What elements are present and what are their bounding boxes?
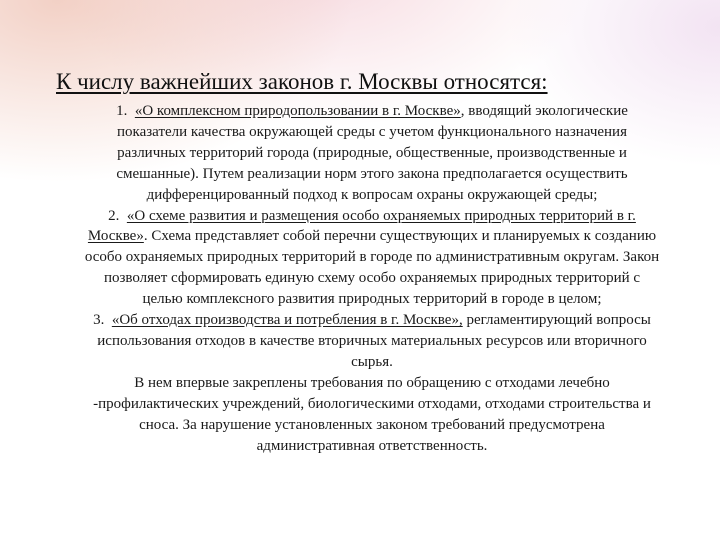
item-3-number: 3.: [93, 312, 105, 329]
item-3: [93, 312, 651, 370]
item-2-text: . Схема представляет собой перечни существующих и планируемых к созданию особо охраняемых природных территорий в городе по административным округам. Закон позволяет сформировать единую схему особо охраняемых природных территорий с целью комплексного развития природных территорий в городе в целом;: [84, 228, 660, 308]
item-1-law-title: «О комплексном природопользовании в г. Москве»: [134, 103, 461, 119]
item-2: [85, 208, 659, 308]
item-2-number: 2.: [108, 207, 120, 224]
item-3-law-title: «Об отходах производства и потребления в г. Москве»,: [111, 312, 463, 329]
item-1: [116, 103, 628, 203]
item-1-text: , вводящий экологические показатели качества окружающей среды с учетом функционального назначения различных территорий города (природные, общественные, производственные и смешанные). Путем реализации норм этого закона предполагается осуществить дифференцированный подход к вопросам охраны окружающей среды;: [116, 103, 628, 203]
slide-title: К числу важнейших законов г. Москвы относятся:: [56, 69, 548, 94]
item-2-law-title: «О схеме развития и размещения особо охраняемых природных территорий в г. Москве»: [87, 207, 636, 245]
item-1-number: 1.: [116, 103, 128, 119]
slide-body: [82, 101, 662, 456]
item-3-text: регламентирующий вопросы использования отходов в качестве вторичных материальных ресурсов или вторичного сырья.: [97, 312, 651, 370]
closing-paragraph: В нем впервые закреплены требования по обращению с отходами лечебно -профилактических учреждений, биологическими отходами, отходами строительства и сноса. За нарушение установленных законом требований предусмотрена административная ответственность.: [93, 374, 651, 454]
